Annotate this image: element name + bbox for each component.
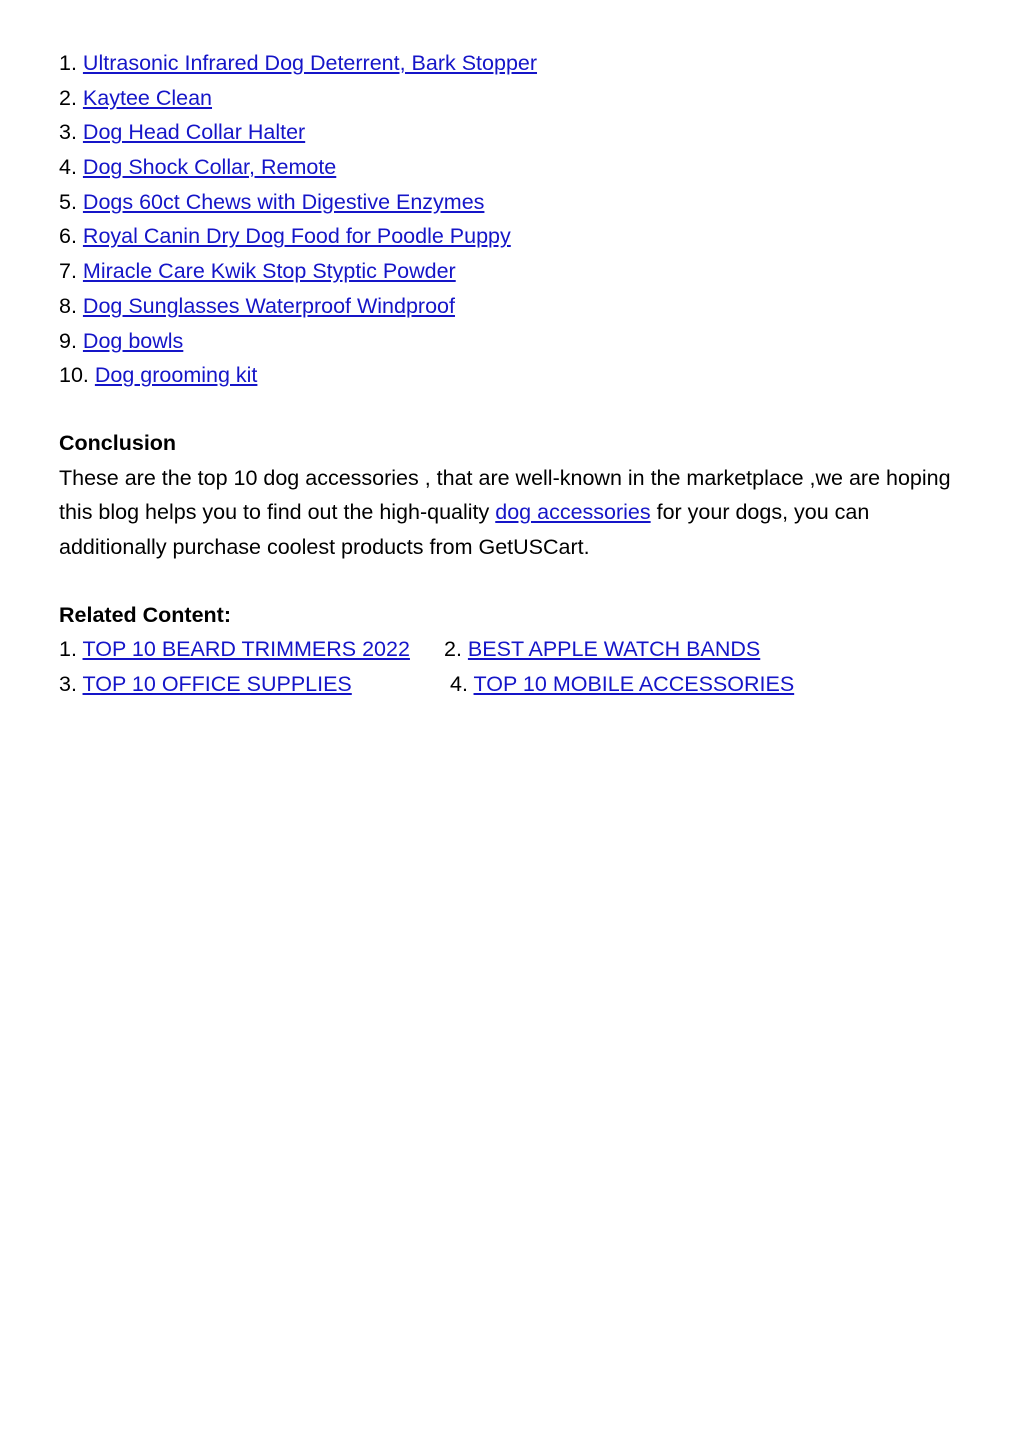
product-link-head-collar-halter[interactable]: Dog Head Collar Halter xyxy=(82,120,306,145)
conclusion-heading: Conclusion xyxy=(59,430,177,455)
product-link-shock-collar[interactable]: Dog Shock Collar, Remote xyxy=(82,155,337,180)
dog-accessories-link[interactable]: dog accessories xyxy=(495,500,651,525)
list-item: 4. Dog Shock Collar, Remote xyxy=(59,155,337,180)
related-content-section xyxy=(59,598,979,702)
list-item: 7. Miracle Care Kwik Stop Styptic Powder xyxy=(59,259,456,284)
list-item: 9. Dog bowls xyxy=(59,328,184,353)
related-item: 3. TOP 10 OFFICE SUPPLIES xyxy=(59,672,352,696)
list-item: 3. Dog Head Collar Halter xyxy=(59,120,306,145)
list-item: 1. Ultrasonic Infrared Dog Deterrent, Bark Stopper xyxy=(59,51,538,75)
related-item: 2. BEST APPLE WATCH BANDS xyxy=(444,637,761,662)
list-item: 5. Dogs 60ct Chews with Digestive Enzymes xyxy=(59,189,485,214)
related-content-heading: Related Content: xyxy=(59,602,231,627)
conclusion-line-3: additionally purchase coolest products from GetUSCart. xyxy=(59,534,590,559)
list-item: 8. Dog Sunglasses Waterproof Windproof xyxy=(59,293,455,318)
product-link-dog-sunglasses[interactable]: Dog Sunglasses Waterproof Windproof xyxy=(82,293,455,318)
section-spacer xyxy=(59,565,979,598)
related-item: 1. TOP 10 BEARD TRIMMERS 2022 xyxy=(59,637,410,662)
document-page xyxy=(59,46,979,702)
related-link-apple-watch-bands[interactable]: BEST APPLE WATCH BANDS xyxy=(467,637,761,662)
product-link-styptic-powder[interactable]: Miracle Care Kwik Stop Styptic Powder xyxy=(82,259,456,284)
related-link-office-supplies[interactable]: TOP 10 OFFICE SUPPLIES xyxy=(82,672,352,696)
list-item: 2. Kaytee Clean xyxy=(59,85,213,110)
conclusion-line-1: These are the top 10 dog accessories , that are well-known in the marketplace ,we are hoping xyxy=(59,465,951,490)
related-row xyxy=(59,667,979,702)
product-link-bark-stopper[interactable]: Ultrasonic Infrared Dog Deterrent, Bark Stopper xyxy=(82,51,538,75)
list-item: 6. Royal Canin Dry Dog Food for Poodle Puppy xyxy=(59,224,511,249)
related-item: 4. TOP 10 MOBILE ACCESSORIES xyxy=(450,672,795,696)
product-link-grooming-kit[interactable]: Dog grooming kit xyxy=(94,363,258,388)
related-row xyxy=(59,632,979,667)
section-spacer xyxy=(59,393,979,426)
conclusion-line-2: this blog helps you to find out the high-quality dog accessories for your dogs, you can xyxy=(59,500,870,525)
product-link-chews-enzymes[interactable]: Dogs 60ct Chews with Digestive Enzymes xyxy=(82,189,485,214)
conclusion-section xyxy=(59,426,979,565)
related-link-mobile-accessories[interactable]: TOP 10 MOBILE ACCESSORIES xyxy=(473,672,795,696)
product-link-royal-canin[interactable]: Royal Canin Dry Dog Food for Poodle Puppy xyxy=(82,224,511,249)
product-list xyxy=(59,46,979,393)
product-link-kaytee-clean[interactable]: Kaytee Clean xyxy=(82,85,213,110)
product-link-dog-bowls[interactable]: Dog bowls xyxy=(82,328,184,353)
related-link-beard-trimmers[interactable]: TOP 10 BEARD TRIMMERS 2022 xyxy=(82,637,410,662)
list-item: 10. Dog grooming kit xyxy=(59,363,258,388)
